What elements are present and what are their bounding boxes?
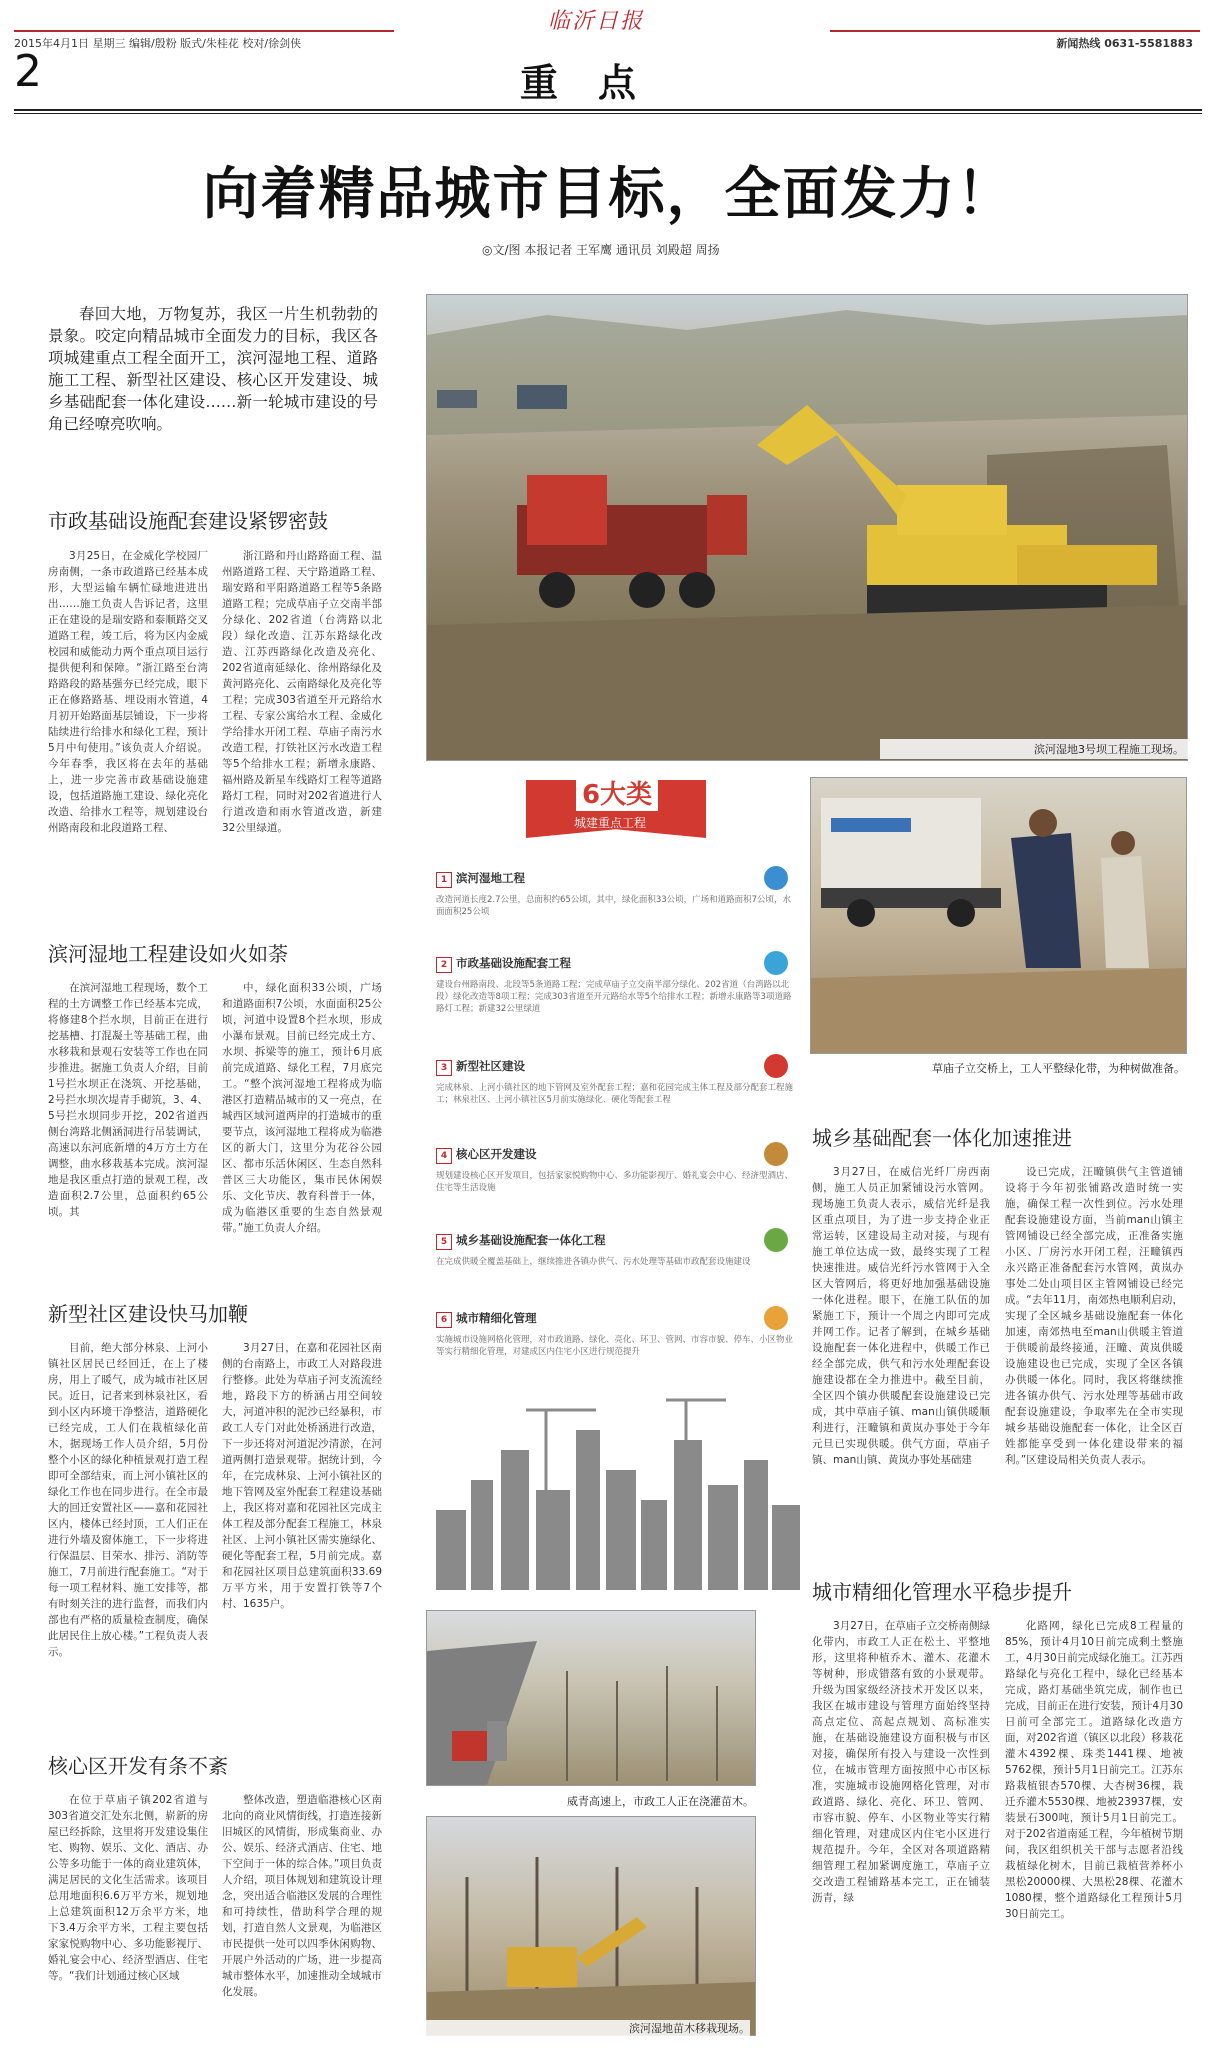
info-text-6: 实施城市设施网格化管理，对市政道路、绿化、亮化、环卫、管网、市容市貌、停车、小区物业等实行精细化管理，对建成区内住宅小区进行规范提升	[436, 1335, 794, 1357]
photo-workers	[810, 777, 1187, 1054]
info-title-3: 新型社区建设	[456, 1059, 525, 1073]
section4-title: 核心区开发有条不紊	[48, 1754, 228, 1778]
info-text-3: 完成林泉、上河小镇社区的地下管网及室外配套工程；嘉和花园完成主体工程及部分配套工程施工；林泉社区、上河小镇社区5月前实施绿化、硬化等配套工程	[436, 1083, 794, 1105]
header-rule-right	[830, 30, 1200, 32]
highway-scene	[427, 1611, 755, 1785]
section-rule	[14, 109, 1202, 111]
photo-highway	[426, 1610, 756, 1786]
caption-photo3: 威青高速上，市政工人正在浇灌苗木。	[567, 1795, 754, 1808]
section5-col2-text: 设已完成，汪疃镇供气主管道铺设将于今年初张铺路改造时统一实施，确保工程一次性到位。污水处理配套设施建设方面，当前man山镇主管网铺设已经全部完成，正准备实施小区、厂房污水开闭工程，汪疃镇西永兴路正准备配套污水管网，黄岚办事处二处山项目区主管网铺设已经完成。“去年11月，南郊热电顺利启动，实现了全区城乡基础设施配套一体化加速，南郊热电至man山供暖主管道于供暖前最终接通，汪疃、黄岚供暖设施建设也已完成，实现了全区各镇办供暖一体化。同时，我区将继续推进各镇办供气、污水处理等基础市政配套设施建设，争取率先在全市实现城乡基础设施配套一体化，让全区百姓都能享受到一体化建设带来的福利。”区建设局相关负责人表示。	[1005, 1166, 1183, 1466]
section6-col2	[1005, 1618, 1183, 2048]
section-rule-thin	[14, 113, 1202, 114]
photo-excavator	[426, 294, 1188, 761]
infographic-title-small: 城建重点工程	[574, 816, 647, 830]
caption-photo2: 草庙子立交桥上，工人平整绿化带，为种树做准备。	[932, 1062, 1185, 1075]
hotline: 新闻热线 0631-5581883	[1056, 37, 1193, 50]
info-item-6	[436, 1310, 796, 1358]
section4-col2	[222, 1792, 382, 2042]
excavator-scene	[427, 295, 1187, 760]
water-icon	[764, 866, 788, 890]
section2-col1-text: 在滨河湿地工程现场，数个工程的土方调整工作已经基本完成，将修建8个拦水坝，目前正在进行挖基槽、打混凝土等基础工程，曲水移栽和景观石安装等工作也在同步推进。据施工负责人介绍，目前1号拦水坝正在浇筑、开挖基础，2号拦水坝次堤青手砌筑，3、4、5号拦水坝同步开挖，202省道西侧台湾路北侧涵洞进行吊装调试，高速以东河底新增的4万方土方在调整，曲水移栽基本完成。滨河湿地是我区重点打造的景观工程，改造面积2.7公里，总面积约65公顷。其	[48, 982, 208, 1218]
section2-col2-text: 中，绿化面积33公顷，广场和道路面积7公顷，水面面积25公顷，河道中设置8个拦水坝，形成小瀑布景观。目前已经完成土方、水坝、拆梁等的施工，预计6月底前完成道路、绿化工程，7月底完工。“整个滨河湿地工程将成为临港区打造精品城市的又一亮点，在城西区域河道两岸的打造城市的重要节点，该河湿地工程将成为临港区的新大门，这里分为花谷公园区、都市乐活休闲区、生态自然科普区三大功能区，集市民休闲娱乐、文化节庆、教育科普于一体，成为临港区重要的生态自然景观带。”施工负责人介绍。	[222, 982, 382, 1234]
info-text-2: 建设台州路南段、北段等5条道路工程；完成草庙子立交南半部分绿化、202省道（台湾路以北段）绿化改造等8项工程；完成303省道至开元路给水等5个给排水工程；新增永康路等3项道路路灯工程；新建32公里绿道	[436, 980, 792, 1014]
info-text-1: 改造河道长度2.7公里，总面积约65公顷，其中，绿化面积33公顷，广场和道路面积7公顷，水面面积25公顷	[436, 895, 792, 917]
section6-col2-text: 化路网，绿化已完成8工程量的85%，预计4月10日前完成剩土整施工，4月30日前完成绿化施工。江苏西路绿化与亮化工程中，绿化已经基本完成，路灯基础坐筑完成，制作也已完成，目前正在进行安装，预计4月30日前可全部完工。道路绿化改造方面，对202省道（镇区以北段）移栽花灌木4392棵、珠类1441棵、地被5762棵，预计5月1日前完工。江苏东路栽植银杏570棵、大杏树36棵，栽迁乔灌木5530棵、地被23937棵，安装景石300吨，预计5月1日前完工。对于202省道南延工程，今年植树节期间，我区组织机关干部与志愿者沿线栽植绿化树木，目前已栽植营养杯小黑松20000棵、大黑松28棵、花灌木1080棵，整个道路绿化工程预计5月30日前完工。	[1005, 1620, 1183, 1920]
lightbulb-icon	[764, 1306, 788, 1330]
page-number: 2	[14, 46, 42, 97]
section2-title: 滨河湿地工程建设如火如荼	[48, 942, 288, 966]
info-num-4: 4	[436, 1148, 452, 1164]
info-num-1: 1	[436, 872, 452, 888]
section3-col1-text: 目前，绝大部分林泉、上河小镇社区居民已经回迁，在上了楼房，用上了暖气，成为城市社区居民。近日，记者来到林泉社区，看到小区内环境干净整洁，道路硬化已经完成，工人们在栽植绿化苗木，据现场工作人员介绍，5月份整个小区的绿化种植景观打造工程即可全部结束，而上河小镇社区的绿化工作也在同步进行。在全市最大的回迁安置社区——嘉和花园社区内，楼体已经封顶，工人们正在进行外墙及窗体施工，下一步将进行保温层、目荣水、排污、消防等施工，7月前进行配套施工。“对于每一项工程材料、施工安排等，都有时刻关注的进行监督，而我们内部也有严格的质量检查制度，确保此居民住上放心楼。”工程负责人表示。	[48, 1342, 208, 1658]
section3-col1	[48, 1340, 208, 1690]
info-title-2: 市政基础设施配套工程	[456, 956, 571, 970]
info-item-5	[436, 1232, 796, 1268]
section1-title: 市政基础设施配套建设紧锣密鼓	[48, 509, 328, 533]
info-text-4: 规划建设核心区开发项目，包括家家悦购物中心、多功能影视厅、婚礼宴会中心、经济型酒店、住宅等生活设施	[436, 1171, 794, 1193]
info-item-1	[436, 870, 796, 918]
info-title-5: 城乡基础设施配套一体化工程	[456, 1233, 606, 1247]
skyline-illustration	[426, 1390, 806, 1590]
section6-col1-text: 3月27日，在草庙子立交桥南侧绿化带内，市政工人正在松土、平整地形，这里将种植乔木、灌木、花灌木等树种，形成错落有致的小景观带。升级为国家级经济技术开发区以来，我区在城市建设与管理方面始终坚持高点定位、高起点规划、高标准实施，在基础设施建设方面积极与市区对接，确保所有投入与建设一次性到位，在城市管理方面按照中心市区标准，实施城市设施网格化管理，对市政道路、绿化、亮化、环卫、管网、市容市貌、停车、小区物业等实行精细化管理，对建成区内住宅小区进行规范提升。今年，全区对各项道路精细管理工程加紧调度施工，草庙子立交改造工程铺路基本完工，正在铺装沥青，绿	[812, 1620, 990, 1904]
trees-scene	[427, 1817, 755, 2035]
house-icon	[764, 1142, 788, 1166]
building-icon	[764, 1054, 788, 1078]
lead-text: 春回大地，万物复苏，我区一片生机勃勃的景象。咬定向精品城市全面发力的目标，我区各项城建重点工程全面开工，滨河湿地工程、道路施工工程、新型社区建设、核心区开发建设、城乡基础配套一体化建设……新一轮城市建设的号角已经嘹亮吹响。	[48, 305, 378, 433]
headline: 向着精品城市目标，全面发力！	[202, 161, 1015, 227]
info-text-5: 在完成供暖全覆盖基础上，继续推进各镇办供气、污水处理等基础市政配套设施建设	[436, 1257, 751, 1267]
caption-photo4: 滨河湿地苗木移栽现场。	[426, 2020, 750, 2036]
info-title-1: 滨河湿地工程	[456, 871, 525, 885]
section1-col1-text: 3月25日，在金威化学校园厂房南侧，一条市政道路已经基本成形，大型运输车辆忙碌地进进出出……施工负责人告诉记者，这里正在建设的是瑞安路和泰顺路交叉道路工程，竣工后，将为区内金威校园和威能动力两个重点项目运行提供便利和保障。“浙江路至台湾路路段的路基强夯已经完成，眼下正在修路路基、埋设雨水管道，4月初开始路面基层铺设，下一步将陆续进行给排水和绿化工程，预计5月中旬使用。”该负责人介绍说。今年春季，我区将在去年的基础上，进一步完善市政基础设施建设，包括道路施工建设、绿化亮化改造、给排水工程等，规划建设台州路南段和北段道路工程、	[48, 550, 208, 834]
header-rule-left	[14, 30, 394, 32]
info-num-3: 3	[436, 1060, 452, 1076]
info-item-4	[436, 1146, 796, 1194]
info-item-3	[436, 1058, 796, 1106]
section6-title: 城市精细化管理水平稳步提升	[812, 1580, 1072, 1604]
section3-title: 新型社区建设快马加鞭	[48, 1302, 248, 1326]
info-num-2: 2	[436, 957, 452, 973]
factory-icon	[764, 1228, 788, 1252]
section3-col2-text: 3月27日，在嘉和花园社区南侧的台南路上，市政工人对路段进行整修。此处为草庙子河支流流经地，路段下方的桥涵占用空间较大，河道冲积的泥沙已经暴积，市政工人专门对此处桥涵进行改造，下一步还将对河道泥沙清淤，在河道两侧打造景观带。据统计到，今年，在完成林泉、上河小镇社区的地下管网及室外配套工程建设基础上，我区将对嘉和花园社区完成主体工程及部分配套工程施工，林泉社区、上河小镇社区需实施绿化、硬化等配套工程，5月前完成。嘉和花园社区项目总建筑面积33.69万平方米，用于安置打铁等7个村、1635户。	[222, 1342, 382, 1610]
section-title: 重点	[520, 61, 677, 105]
info-num-6: 6	[436, 1312, 452, 1328]
byline: ◎文/图 本报记者 王军鹰 通讯员 刘殿超 周扬	[482, 243, 720, 257]
masthead: 临沂日报	[548, 9, 645, 34]
section4-col2-text: 整体改造，塑造临港核心区南北向的商业风情街线，打造连接新旧城区的风情街，形成集商业、办公、娱乐、经济式酒店、住宅、地下空间于一体的综合体。”项目负责人介绍，项目体规划和建筑设计理念，突出适合临港区发展的合理性和可持续性，借助科学合理的规划，打造自然人文景观，为临港区市民提供一处可以四季休闲购物、开展户外活动的广场，进一步提高城市整体水平，加速推动全域城市化发展。	[222, 1794, 382, 1998]
infographic-title-big: 6大类	[576, 774, 658, 811]
section5-col1-text: 3月27日，在威信光纤厂房西南侧，施工人员正加紧铺设污水管网。现场施工负责人表示，威信光纤是我区重点项目，为了进一步支持企业正常运转，区建设局主动对接，与现有施工单位达成一致，最终实现了工程快速推进。威信光纤污水管网于入全区大管网后，将更好地加强基础设施一体化进程。眼下，在施工队伍的加紧施工下，预计一个周之内即可完成并网工作。记者了解到，在城乡基础设施配套一体化进程中，供暖工作已经全部完成，供气和污水处理配套设施建设都在全力推进中。截至目前，全区四个镇办供暖配套设施建设已完成，其中草庙子镇、man山镇供暖顺利进行，汪疃镇和黄岚办事处于今年元旦已实现供暖。供气方面，草庙子镇、man山镇、黄岚办事处基础建	[812, 1166, 990, 1466]
section4-col1-text: 在位于草庙子镇202省道与303省道交汇处东北侧，崭新的房屋已经拆除，这里将开发建设集住宅、购物、娱乐、文化、酒店、办公等多功能于一体的商业建筑体，满足居民的文化生活需求。该项目总用地面积6.6万平方米，规划地上总建筑面积12万余平方米，地下3.4万余平方米，工程主要包括家家悦购物中心、多功能影视厅、婚礼宴会中心、经济型酒店、住宅等。“我们计划通过核心区域	[48, 1794, 208, 1982]
infographic	[426, 770, 806, 1590]
section4-col1	[48, 1792, 208, 2042]
workers-scene	[811, 778, 1186, 1053]
section5-col2	[1005, 1164, 1183, 1544]
info-num-5: 5	[436, 1234, 452, 1250]
info-item-2	[436, 955, 796, 1015]
photo-trees	[426, 1816, 756, 2036]
caption-photo1: 滨河湿地3号坝工程施工现场。	[880, 739, 1188, 759]
section3-col2	[222, 1340, 382, 1690]
worker-icon	[764, 951, 788, 975]
section2-col2	[222, 980, 382, 1270]
section5-col1	[812, 1164, 990, 1544]
info-title-6: 城市精细化管理	[456, 1311, 537, 1325]
section1-col1	[48, 548, 208, 908]
section1-col2	[222, 548, 382, 908]
section2-col1	[48, 980, 208, 1270]
header-meta: 2015年4月1日 星期三 编辑/殷粉 版式/朱桂花 校对/徐剑侠	[14, 37, 302, 50]
section6-col1	[812, 1618, 990, 2048]
lead-paragraph	[48, 303, 378, 453]
info-title-4: 核心区开发建设	[456, 1147, 537, 1161]
section5-title: 城乡基础配套一体化加速推进	[812, 1126, 1072, 1150]
section1-col2-text: 浙江路和丹山路路面工程、温州路道路工程、天宁路道路工程、瑞安路和平阳路道路工程等5条路道路工程；完成草庙子立交南半部分绿化、202省道（台湾路以北段）绿化改造、江苏东路绿化改造、江苏西路绿化改造及亮化、202省道南延绿化、徐州路绿化及黄河路亮化、云南路绿化及亮化等工程；完成303省道至开元路给水工程、专家公寓给水工程、金威化学给排水开闭工程、草庙子南污水改造工程，打铁社区污水改造工程等5个给排水工程；新增永康路、福州路及新星车线路灯工程等道路路灯工程，同时对202省道进行人行道改造和雨水管道改造，新建32公里绿道。	[222, 550, 382, 834]
